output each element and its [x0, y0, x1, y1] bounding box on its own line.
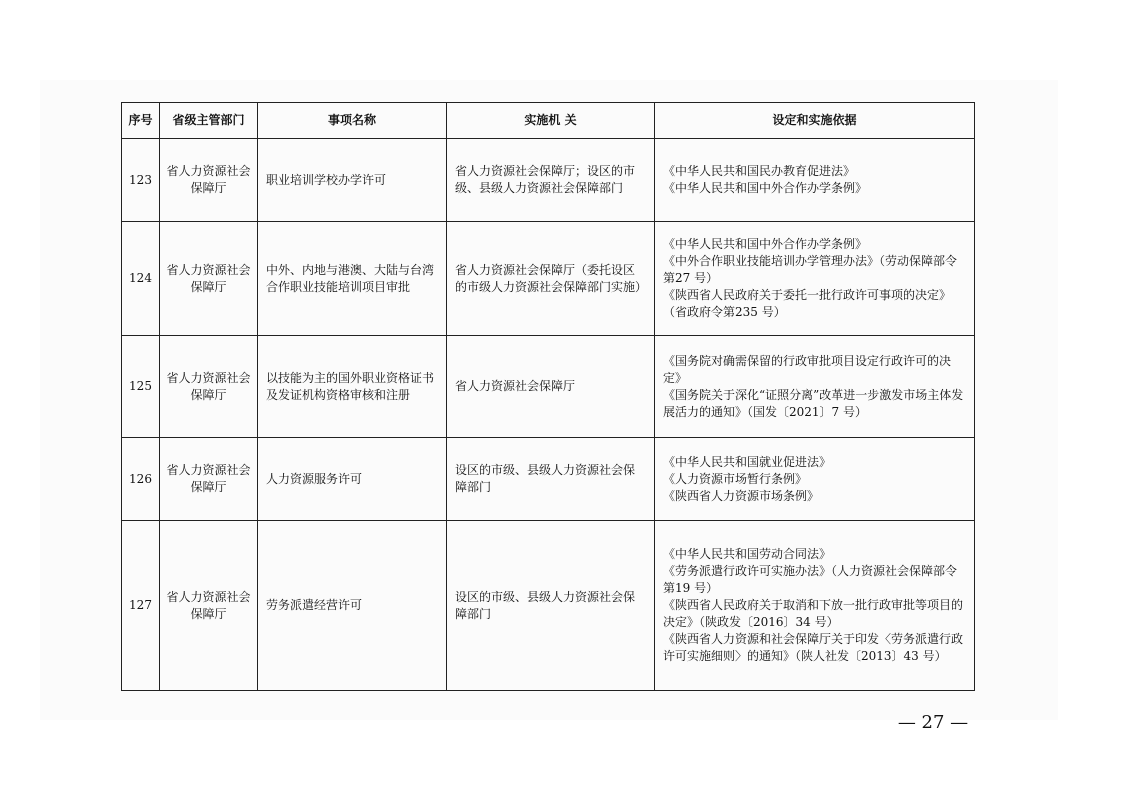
- basis-line: 《陕西省人民政府关于委托一批行政许可事项的决定》（省政府令第235 号）: [663, 288, 952, 319]
- table-header-row: [122, 103, 975, 139]
- row-serial-number: 127: [122, 521, 160, 691]
- basis-line: 《中外合作职业技能培训办学管理办法》（劳动保障部令第27 号）: [663, 254, 958, 285]
- row-legal-basis: [655, 222, 975, 336]
- row-department: 省人力资源社会保障厅: [160, 438, 258, 521]
- table-row: [122, 336, 975, 438]
- row-item-name: 职业培训学校办学许可: [258, 139, 447, 222]
- basis-line: 《国务院对确需保留的行政审批项目设定行政许可的决定》: [663, 353, 952, 385]
- row-legal-basis: [655, 521, 975, 691]
- row-item-name: 劳务派遣经营许可: [258, 521, 447, 691]
- basis-line: 《中华人民共和国劳动合同法》: [663, 547, 832, 561]
- header-item-name: 事项名称: [258, 103, 447, 139]
- header-serial-number: 序号: [122, 103, 160, 139]
- table-row: [122, 222, 975, 336]
- row-implementing-agency: 省人力资源社会保障厅（委托设区的市级人力资源社会保障部门实施）: [447, 222, 655, 336]
- basis-line: 《陕西省人力资源和社会保障厅关于印发〈劳务派遣行政许可实施细则〉的通知》（陕人社发〔2013〕43 号）: [663, 632, 964, 663]
- basis-line: 《中华人民共和国中外合作办学条例》: [663, 181, 868, 195]
- row-serial-number: 123: [122, 139, 160, 222]
- row-legal-basis: [655, 336, 975, 438]
- basis-line: 《陕西省人力资源市场条例》: [663, 488, 820, 503]
- basis-line: 《陕西省人民政府关于取消和下放一批行政审批等项目的决定》（陕政发〔2016〕34 号）: [663, 598, 964, 629]
- header-department: 省级主管部门: [160, 103, 258, 139]
- row-serial-number: 125: [122, 336, 160, 438]
- header-legal-basis: 设定和实施依据: [655, 103, 975, 139]
- header-implementing-agency: 实施机 关: [447, 103, 655, 139]
- basis-line: 《中华人民共和国就业促进法》: [663, 454, 832, 469]
- basis-line: 《中华人民共和国中外合作办学条例》: [663, 237, 868, 251]
- table-row: [122, 438, 975, 521]
- table-row: [122, 139, 975, 222]
- row-department: 省人力资源社会保障厅: [160, 521, 258, 691]
- row-department: 省人力资源社会保障厅: [160, 222, 258, 336]
- row-legal-basis: [655, 139, 975, 222]
- basis-line: 《中华人民共和国民办教育促进法》: [663, 164, 856, 178]
- row-item-name: 以技能为主的国外职业资格证书及发证机构资格审核和注册: [258, 336, 447, 438]
- row-implementing-agency: 设区的市级、县级人力资源社会保障部门: [447, 438, 655, 521]
- row-department: 省人力资源社会保障厅: [160, 139, 258, 222]
- row-legal-basis: [655, 438, 975, 521]
- row-department: 省人力资源社会保障厅: [160, 336, 258, 438]
- row-item-name: 中外、内地与港澳、大陆与台湾合作职业技能培训项目审批: [258, 222, 447, 336]
- row-implementing-agency: 省人力资源社会保障厅: [447, 336, 655, 438]
- basis-line: 《劳务派遣行政许可实施办法》（人力资源社会保障部令第19 号）: [663, 564, 958, 595]
- row-item-name: 人力资源服务许可: [258, 438, 447, 521]
- row-implementing-agency: 省人力资源社会保障厅；设区的市级、县级人力资源社会保障部门: [447, 139, 655, 222]
- basis-line: 《国务院关于深化“证照分离”改革进一步激发市场主体发展活力的通知》（国发〔2021〕7 号）: [663, 387, 964, 419]
- permit-table: [121, 102, 975, 691]
- row-serial-number: 126: [122, 438, 160, 521]
- row-serial-number: 124: [122, 222, 160, 336]
- row-implementing-agency: 设区的市级、县级人力资源社会保障部门: [447, 521, 655, 691]
- table-row: [122, 521, 975, 691]
- page-number: — 27 —: [897, 712, 969, 733]
- basis-line: 《人力资源市场暂行条例》: [663, 471, 808, 486]
